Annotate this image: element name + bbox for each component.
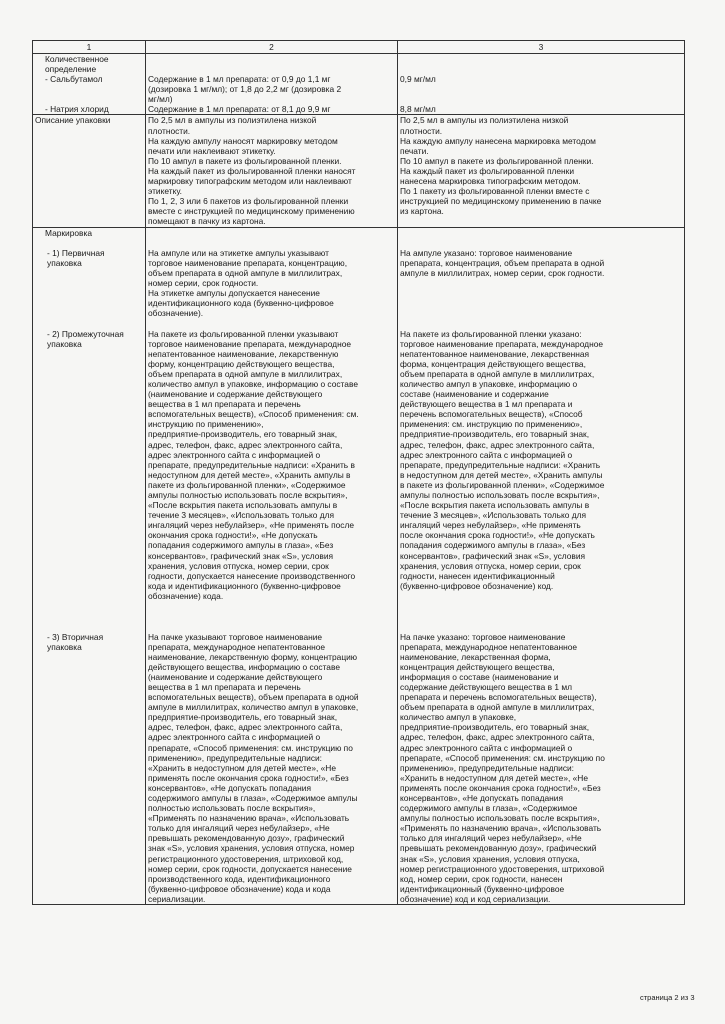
text-line: ингаляций через небулайзер», «Не применять [400, 520, 581, 531]
sodium-chloride-c2: Содержание в 1 мл препарата: от 8,1 до 9,9 мг [148, 104, 331, 115]
salbutamol-label: - Сальбутамол [45, 74, 103, 85]
text-line: адрес, телефон, факс, адрес электронного сайта, [148, 439, 343, 450]
pack-label: Описание упаковки [33, 115, 146, 227]
text-line: непатентованное наименование, лекарственную [148, 348, 339, 359]
text-line: форму, концентрацию действующего вещества, [148, 358, 335, 369]
text-line: концентрация действующего вещества, [400, 661, 555, 672]
text-line: знак «S», условия хранения, условия отпуска, [400, 853, 580, 864]
text-line: препарата, международное непатентованное [400, 641, 578, 652]
text-line: нанесена маркировка типографским методом. [400, 176, 581, 187]
text-line: - 2) Промежуточная [47, 328, 124, 339]
text-line: обозначение). [148, 308, 204, 319]
text-line: содержание действующего вещества в 1 мл [400, 681, 573, 692]
tertiary-pack-label [35, 632, 143, 652]
text-line: упаковка [47, 338, 82, 349]
text-line: препарате, «Способ применения: см. инструкцию по [148, 742, 353, 753]
text-line: адрес, телефон, факс, адрес электронного сайта, [400, 732, 595, 743]
text-line: На каждую ампулу нанесена маркировка методом [400, 135, 596, 146]
text-line: ампулы полностью использовать после вскрытия», [148, 490, 348, 500]
text-line: после окончания срока годности!», «Не допускать [400, 530, 595, 541]
text-line: По 1 пакету из фольгированной пленки вместе с [400, 186, 590, 197]
text-line: номер регистрационного удостоверения, штриховой [400, 863, 605, 874]
text-line: По 10 ампул в пакете из фольгированной пленки. [400, 155, 594, 166]
text-line: только для ингаляций через небулайзер», «Не [400, 833, 582, 844]
text-line: адрес электронного сайта с информацией о [400, 742, 573, 753]
text-line: Содержание в 1 мл препарата: от 0,9 до 1,1 мг [148, 74, 331, 85]
text-line: - 1) Первичная [47, 247, 105, 258]
text-line: хранения, условия отпуска, номер серии, срок [400, 560, 581, 571]
text-line: адрес, телефон, факс, адрес электронного сайта, [148, 722, 343, 733]
primary-pack-c2 [148, 248, 395, 329]
text-line: обозначение) код и код сериализации. [400, 893, 551, 904]
text-line: На каждый пакет из фольгированной пленки [400, 165, 575, 176]
text-line: действующего вещества, информацию о составе [148, 661, 340, 672]
secondary-pack-label [35, 329, 143, 632]
text-line: применению», предупредительные надписи: [148, 752, 323, 763]
text-line: торговое наименование препарата, международное [400, 338, 604, 349]
quant-row [33, 54, 685, 115]
text-line: плотности. [400, 125, 443, 136]
text-line: препарата и перечень вспомогательных веществ), [400, 692, 597, 703]
text-line: На пакете из фольгированной пленки указано: [400, 328, 582, 339]
text-line: обозначение) кода. [148, 590, 224, 601]
text-line: идентификационный (буквенно-цифровое [400, 883, 565, 894]
text-line: из картона. [400, 206, 444, 217]
text-line: номер серии, срок годности, допускается нанесение [148, 863, 352, 874]
text-line: непатентованное наименование, лекарственная [400, 348, 590, 359]
sodium-chloride-c3: 8,8 мг/мл [400, 104, 436, 115]
text-line: перечень вспомогательных веществ), «Способ [400, 409, 583, 420]
secondary-pack-c2 [148, 329, 395, 632]
marking-row [33, 227, 685, 905]
text-line: вспомогательных веществ), «Способ применения: см. [148, 409, 359, 420]
text-line: ампуле в миллилитрах, номер серии, срок годности. [400, 267, 605, 278]
text-line: консервантов», «Не допускать попадания [400, 793, 564, 803]
text-line: помещают в пачку из картона. [148, 216, 266, 227]
text-line: консервантов», «Не допускать попадания [148, 782, 312, 793]
pack-c2 [146, 115, 398, 227]
primary-pack-label [35, 248, 143, 329]
header-col-2: 2 [146, 41, 398, 54]
text-line: номер серии, срок годности. [148, 277, 259, 288]
text-line: полностью использовать после вскрытия», [148, 803, 316, 814]
text-line: недоступном для детей месте», «Хранить ампулы в [148, 469, 351, 480]
text-line: вещества в 1 мл препарата и перечень [148, 399, 301, 410]
text-line: На пакете из фольгированной пленки указывают [148, 328, 339, 339]
text-line: хранения, условия отпуска, номер серии, срок [148, 560, 329, 571]
text-line: объем препарата в одной ампуле в миллилитрах, [400, 702, 595, 713]
text-line: «Применять по назначению врача», «Использовать [400, 823, 602, 834]
text-line: (наименование и содержание действующего [148, 389, 323, 400]
marking-c2-cell [146, 227, 398, 905]
text-line: превышать рекомендованную дозу», графический [148, 833, 345, 844]
text-line: вспомогательных веществ), объем препарата в одной [148, 692, 359, 703]
marking-label-cell [33, 227, 146, 905]
text-line: форма, концентрация действующего вещества, [400, 358, 586, 369]
text-line: На ампуле или на этикетке ампулы указывают [148, 247, 329, 258]
quant-c2-cell [146, 54, 398, 115]
text-line: На этикетке ампулы допускается нанесение [148, 287, 320, 298]
pack-c3 [398, 115, 685, 227]
text-line: консервантов», графический знак «S», условия [400, 550, 586, 561]
text-line: адрес, телефон, факс, адрес электронного сайта, [400, 439, 595, 450]
text-line: По 1, 2, 3 или 6 пакетов из фольгированной пленки [148, 196, 349, 207]
quant-c3-cell [398, 54, 685, 115]
text-line: (дозировка 1 мг/мл); от 1,8 до 2,2 мг (дозировка 2 [148, 84, 342, 95]
text-line: наименование, лекарственная форма, [400, 651, 551, 662]
text-line: упаковка [47, 257, 82, 268]
text-line: вместе с инструкцией по медицинскому применению [148, 206, 355, 217]
text-line: (наименование и содержание действующего [148, 671, 323, 682]
header-col-1: 1 [33, 41, 146, 54]
text-line: ингаляций через небулайзер», «Не применять после [148, 520, 355, 531]
text-line: пакете из фольгированной пленки», «Содержимое [148, 479, 346, 490]
pack-row [33, 115, 685, 227]
text-line: содержимого ампулы в глаза», «Содержимое [400, 803, 578, 814]
text-line: препарата, концентрация, объем препарата в одной [400, 257, 605, 268]
text-line: количество ампул в упаковке, [400, 712, 517, 723]
text-line: инструкцию по применению», [148, 419, 264, 430]
text-line: ампулы полностью использовать после вскрытия», [400, 490, 600, 500]
tertiary-pack-c3 [400, 632, 682, 905]
text-line: предприятие-производитель, его товарный знак, [400, 722, 590, 733]
text-line: консервантов», графический знак «S», условия [148, 550, 334, 561]
text-line: вещества в 1 мл препарата и перечень [148, 681, 301, 692]
text-line: адрес электронного сайта с информацией о [148, 449, 321, 460]
text-line: адрес электронного сайта с информацией о [400, 449, 573, 460]
text-line: применению», предупредительные надписи: [400, 762, 575, 773]
text-line: На ампуле указано: торговое наименование [400, 247, 573, 258]
text-line: информация о составе (наименование и [400, 671, 559, 682]
text-line: объем препарата в одной ампуле в миллилитрах, [148, 368, 343, 379]
text-line: знак «S», условия хранения, условия отпуска, номер [148, 843, 355, 854]
text-line: маркировку типографским методом или наклеивают [148, 176, 352, 187]
text-line: мг/мл) [148, 94, 173, 105]
secondary-pack-c3 [400, 329, 682, 632]
text-line: применять после окончания срока годности!», «Без [400, 782, 601, 793]
text-line: (буквенно-цифровое обозначение) кода и кода [148, 883, 331, 894]
quant-label-cell [33, 54, 146, 115]
text-line: (буквенно-цифровое обозначение) код. [400, 580, 554, 591]
salbutamol-c3: 0,9 мг/мл [400, 74, 436, 85]
text-line: код, номер серии, срок годности, нанесен [400, 873, 563, 884]
text-line: содержимого ампулы в глаза», «Содержимое ампулы [148, 793, 358, 803]
text-line: применения: см. инструкцию по применению», [400, 419, 583, 430]
text-line: течение 3 месяцев», «Использовать только для [400, 510, 587, 521]
text-line: упаковка [47, 641, 82, 652]
text-line: адрес электронного сайта с информацией о [148, 732, 321, 743]
text-line: «После вскрытия пакета использовать ампулы в [148, 500, 338, 511]
text-line: сериализации. [148, 893, 206, 904]
text-line: На пачке указывают торговое наименование [148, 631, 323, 642]
text-line: «После вскрытия пакета использовать ампулы в [400, 500, 590, 511]
salbutamol-c2 [148, 74, 395, 104]
text-line: На каждый пакет из фольгированной пленки наносят [148, 165, 356, 176]
text-line: препарата, международное непатентованное [148, 641, 326, 652]
text-line: - 3) Вторичная [47, 631, 104, 642]
spec-table [32, 40, 685, 905]
text-line: По 2,5 мл в ампулы из полиэтилена низкой [148, 115, 317, 126]
text-line: препарате, «Способ применения: см. инструкцию по [400, 752, 605, 763]
text-line: печати. [400, 145, 429, 156]
text-line: применять после окончания срока годности!», «Без [148, 772, 349, 783]
text-line: попадания содержимого ампулы в глаза», «Без [400, 540, 586, 551]
text-line: По 2,5 мл в ампулы из полиэтилена низкой [400, 115, 569, 126]
text-line: регистрационного удостоверения, штриховой код, [148, 853, 344, 864]
text-line: торговое наименование препарата, концентрацию, [148, 257, 348, 268]
text-line: количество ампул в упаковке, информацию о составе [148, 378, 358, 389]
text-line: идентификационного кода (буквенно-цифровое [148, 297, 334, 308]
text-line: плотности. [148, 125, 191, 136]
text-line: годности, нанесен идентификационный [400, 570, 555, 581]
text-line: в пакете из фольгированной пленки», «Содержимое [400, 479, 605, 490]
text-line: препарате, предупредительные надписи: «Хранить в [148, 459, 355, 470]
text-line: ампулы полностью использовать после вскрытия», [400, 813, 600, 824]
sodium-chloride-label: - Натрия хлорид [45, 104, 109, 115]
text-line: окончания срока годности!», «Не допускать [148, 530, 318, 541]
text-line: течение 3 месяцев», «Использовать только для [148, 510, 335, 521]
text-line: печати или наклеивают этикетку. [148, 145, 276, 156]
text-line: предприятие-производитель, его товарный знак, [148, 712, 338, 723]
text-line: попадания содержимого ампулы в глаза», «Без [148, 540, 334, 551]
text-line: превышать рекомендованную дозу», графический [400, 843, 597, 854]
text-line: «Хранить в недоступном для детей месте», «Не [400, 772, 588, 783]
text-line: в недоступном для детей месте», «Хранить ампулы [400, 469, 603, 480]
text-line: этикетку. [148, 186, 183, 197]
text-line: На пачке указано: торговое наименование [400, 631, 566, 642]
quant-title-2: определение [45, 64, 97, 75]
primary-pack-c3 [400, 248, 682, 329]
text-line: «Хранить в недоступном для детей месте», «Не [148, 762, 336, 773]
text-line: только для ингаляций через небулайзер», «Не [148, 823, 330, 834]
text-line: «Применять по назначению врача», «Использовать [148, 813, 350, 824]
text-line: объем препарата в одной ампуле в миллилитрах, [400, 368, 595, 379]
text-line: количество ампул в упаковке, информацию о [400, 378, 578, 389]
text-line: препарате, предупредительные надписи: «Хранить [400, 459, 601, 470]
text-line: составе (наименование и содержание [400, 389, 549, 400]
header-row [33, 41, 685, 54]
text-line: предприятие-производитель, его товарный знак, [400, 429, 590, 440]
quant-title-1: Количественное [45, 54, 109, 65]
text-line: годности, допускается нанесение производственного [148, 570, 356, 581]
text-line: наименование, лекарственную форму, концентрацию [148, 651, 358, 662]
page-number: страница 2 из 3 [640, 993, 695, 1002]
text-line: производственного кода, идентификационного [148, 873, 331, 884]
text-line: предприятие-производитель, его товарный знак, [148, 429, 338, 440]
marking-c3-cell [398, 227, 685, 905]
text-line: инструкцией по медицинскому применению в пачке [400, 196, 602, 207]
tertiary-pack-c2 [148, 632, 395, 905]
text-line: На каждую ампулу наносят маркировку методом [148, 135, 338, 146]
text-line: ампуле в миллилитрах, количество ампул в упаковке, [148, 702, 359, 713]
header-col-3: 3 [398, 41, 685, 54]
text-line: По 10 ампул в пакете из фольгированной пленки. [148, 155, 342, 166]
text-line: торговое наименование препарата, международное [148, 338, 352, 349]
text-line: кода и идентификационного (буквенно-цифровое [148, 580, 341, 591]
text-line: действующего вещества в 1 мл препарата и [400, 399, 573, 410]
marking-label: Маркировка [45, 227, 92, 238]
text-line: объем препарата в одной ампуле в миллилитрах, [148, 267, 343, 278]
